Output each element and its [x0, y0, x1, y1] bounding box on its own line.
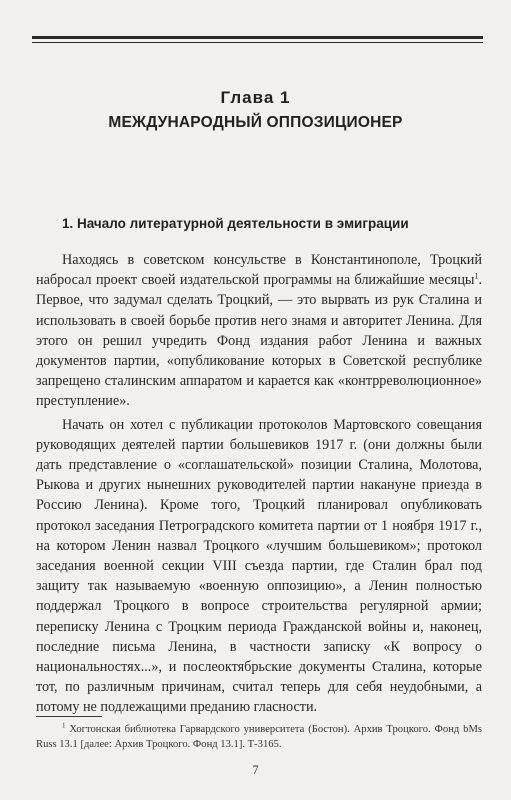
footnote-rule [36, 716, 102, 717]
paragraph-1 [36, 250, 482, 412]
header-rule-thick [32, 36, 483, 39]
body-text [36, 250, 482, 718]
paragraph-1-text-a: Находясь в советском консульстве в Константинополе, Троцкий набросал проект своей издательской программы на ближайшие месяцы [36, 252, 482, 289]
footnote [36, 722, 482, 752]
chapter-title: МЕЖДУНАРОДНЫЙ ОППОЗИЦИОНЕР [108, 114, 403, 131]
footnote-reference: 1 [474, 271, 479, 281]
header-rule-thin [32, 42, 483, 43]
footnote-text: Хогтонская библиотека Гарвардского университета (Бостон). Архив Троцкого. Фонд bMs Russ 13.1 [далее: Архив Троцкого. Фонд 13.1]. Т-3165. [36, 724, 483, 750]
paragraph-1-text-b: . Первое, что задумал сделать Троцкий, — это вырвать из рук Сталина и использовать в своей борьбе против него знамя и авторитет Ленина. Для этого он решил учредить Фонд издания работ Ленина и важных документов партии, «опубликование которых в Советской республике запрещено сталинским аппаратом и карается как «контрреволюционное» преступление». [36, 272, 482, 410]
page-number: 7 [252, 763, 259, 777]
section-title: 1. Начало литературной деятельности в эмиграции [62, 216, 409, 231]
chapter-number: Глава 1 [220, 88, 291, 107]
paragraph-2: Начать он хотел с публикации протоколов Мартовского совещания руководящих деятелей партии большевиков 1917 г. (они должны были дать представление о «соглашательской» позиции Сталина, Молотова, Рыкова и других нынешних руководителей партии накануне приезда в Россию Ленина). Кроме того, Троцкий планировал опубликовать протокол заседания Петроградского комитета партии от 1 ноября 1917 г., на котором Ленин назвал Троцкого «лучшим большевиком»; протокол заседания военной секции VIII съезда партии, где Сталин брал под защиту так называемую «военную оппозицию», а Ленин полностью поддержал Троцкого в вопросе строительства регулярной армии; переписку Ленина с Троцким периода Гражданской войны и, наконец, последние письма Ленина, в частности записку «К вопросу о национальностях...», и послеоктябрьские документы Сталина, которые тот, по различным причинам, считал теперь для себя неудобными, а потому не подлежащими преданию гласности. [36, 416, 482, 716]
footnote-mark: 1 [62, 721, 66, 730]
